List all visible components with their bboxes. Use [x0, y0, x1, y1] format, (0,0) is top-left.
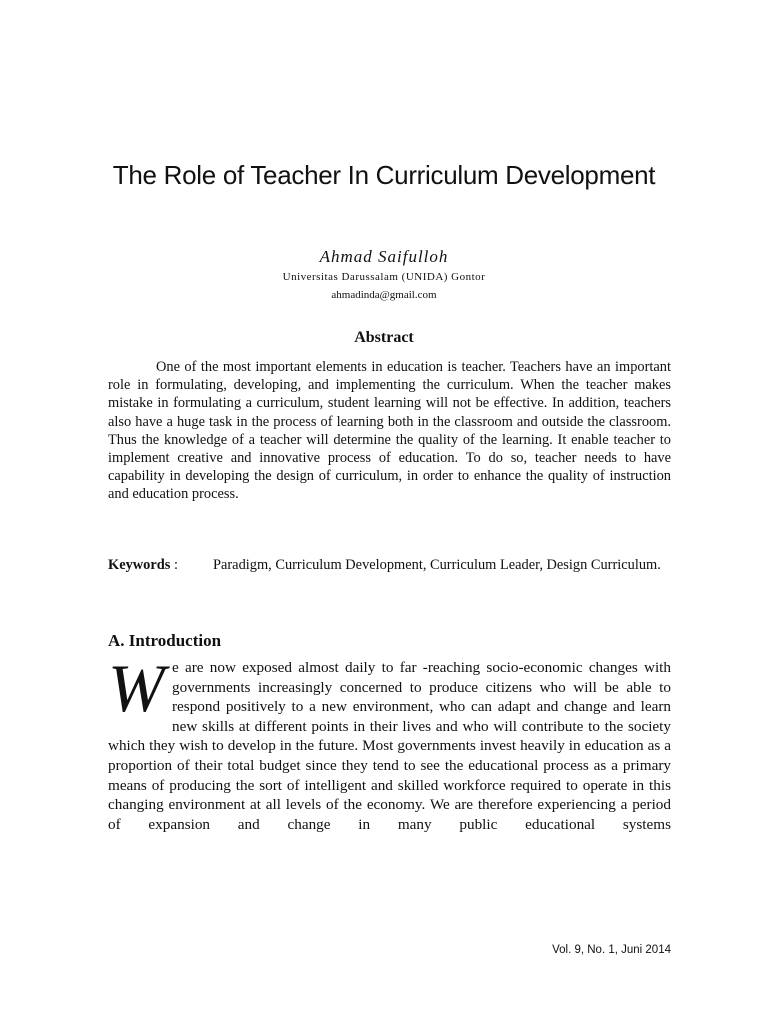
- journal-footer: Vol. 9, No. 1, Juni 2014: [552, 944, 671, 956]
- keywords-separator: :: [173, 557, 178, 573]
- keywords-block: [108, 556, 671, 575]
- author-email: ahmadinda@gmail.com: [331, 289, 437, 301]
- abstract-body: One of the most important elements in education is teacher. Teachers have an important role in formulating, developing, and implementing the curriculum. When the teacher makes mistake in formulating a curriculum, student learning will not be effective. In addition, teachers also have a huge task in the process of learning both in the classroom and outside the classroom. Thus the knowledge of a teacher will determine the quality of the learning. It enable teacher to implement creative and innovative process of education. To do so, teacher needs to have capability in developing the design of curriculum, in order to enhance the quality of instruction and education process.: [108, 359, 671, 503]
- keywords-text: Paradigm, Curriculum Development, Curriculum Leader, Design Curriculum.: [213, 557, 661, 573]
- author-affiliation: Universitas Darussalam (UNIDA) Gontor: [282, 271, 486, 283]
- author-name: Ahmad Saifulloh: [319, 247, 449, 266]
- introduction-text: e are now exposed almost daily to far -reaching socio-economic changes with governments increasingly concerned to produce citizens who will be able to respond positively to a new environment, who can adapt and change and learn new skills at different points in their lives and who will contribute to the society which they wish to develop in the future. Most governments invest heavily in education as a proportion of their total budget since they tend to see the educational process as a primary means of producing the sort of intelligent and skilled workforce required to operate in this changing environment at all levels of the economy. We are therefore experiencing a period of expansion and change in many public educational systems: [108, 659, 671, 833]
- drop-cap-letter: W: [108, 650, 165, 726]
- abstract-heading: Abstract: [354, 329, 414, 346]
- paper-title: The Role of Teacher In Curriculum Development: [112, 160, 656, 190]
- keywords-label-group: [108, 556, 213, 575]
- introduction-paragraph: [108, 650, 671, 834]
- keywords-label: Keywords: [108, 557, 171, 573]
- section-heading-introduction: A. Introduction: [108, 631, 222, 650]
